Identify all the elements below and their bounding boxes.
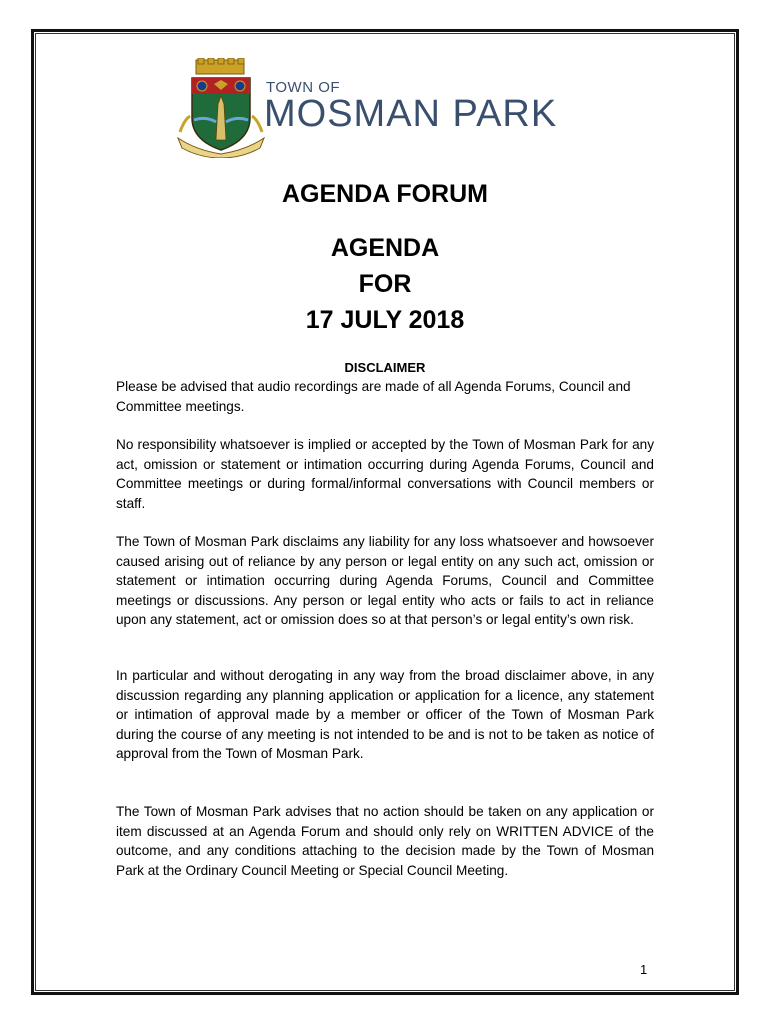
town-logo	[176, 58, 576, 158]
disclaimer-title: DISCLAIMER	[344, 360, 426, 375]
logo-town-of-text: TOWN OF	[266, 79, 341, 96]
for-heading: FOR	[358, 270, 412, 298]
page-title: AGENDA FORUM	[281, 180, 488, 208]
disclaimer-paragraph: The Town of Mosman Park disclaims any liability for any loss whatsoever and howsoever caused arising out of reliance by any person or legal entity on any such act, omission or statement or intimation occurring during Agenda Forums, Council and Committee meetings or discussions. Any person or legal entity who acts or fails to act in reliance upon any statement, act or omission does so at that person’s or legal entity’s own risk.	[116, 534, 654, 628]
disclaimer-paragraph: No responsibility whatsoever is implied or accepted by the Town of Mosman Park for any act, omission or statement or intimation occurring during Agenda Forums, Council and Committee meetings or during formal/informal conversations with Council members or staff.	[116, 437, 654, 511]
date-heading: 17 JULY 2018	[305, 306, 465, 334]
logo-mosman-park-text: MOSMAN PARK	[264, 93, 558, 135]
page-number: 1	[640, 962, 648, 977]
disclaimer-paragraph: Please be advised that audio recordings are made of all Agenda Forums, Council and Committee meetings.	[116, 379, 631, 414]
disclaimer-paragraph: The Town of Mosman Park advises that no action should be taken on any application or item discussed at an Agenda Forum and should only rely on WRITTEN ADVICE of the outcome, and any conditions attaching to the decision made by the Town of Mosman Park at the Ordinary Council Meeting or Special Council Meeting.	[116, 804, 654, 878]
agenda-heading: AGENDA	[330, 234, 440, 262]
disclaimer-paragraph: In particular and without derogating in any way from the broad disclaimer above, in any discussion regarding any planning application or application for a licence, any statement or intimation of approval made by a member or officer of the Town of Mosman Park during the course of any meeting is not intended to be and is not to be taken as notice of approval from the Town of Mosman Park.	[116, 668, 654, 762]
coat-of-arms-icon	[176, 58, 266, 158]
